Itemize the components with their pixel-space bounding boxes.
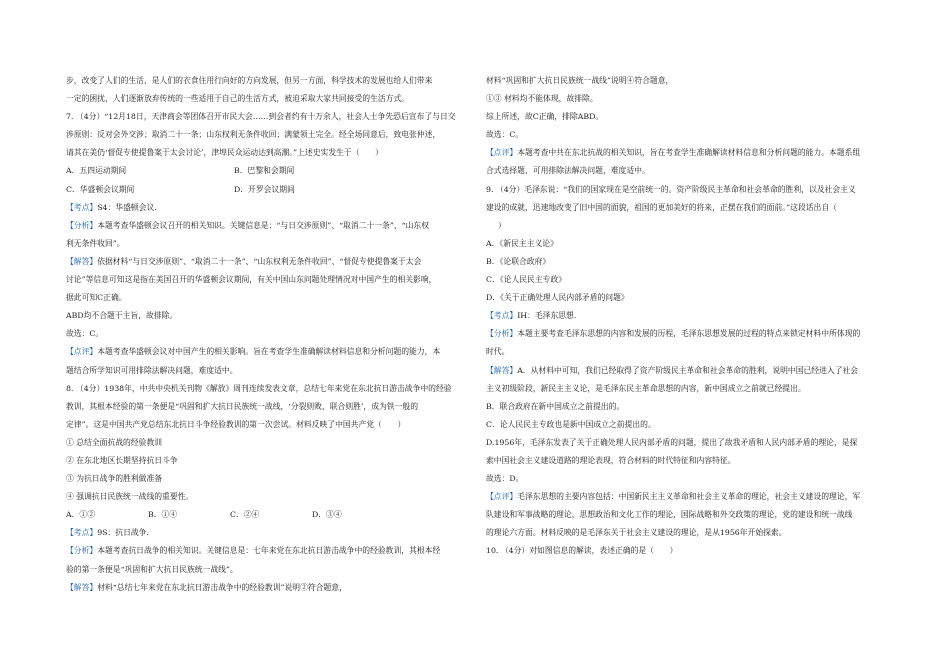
fenxi-tag: 【分析】 [66,546,98,556]
kaodian-tag: 【考点】 [66,528,98,538]
q7-jieda-line: 据此可知C正确。 [66,293,127,303]
q9-jieda: 【解答】A．从材料中可知，我们已经取得了资产阶级民主革命和社会革命的胜利，说明中国已经进入了社会 [486,365,859,375]
q6-tail-line: 步，改变了人们的生活，是人们的衣食住用行向好的方向发展，但另一方面，科学技术的发展也给人们带来 [66,76,433,85]
q7-stem-line: 7. （4分）“12月18日，天津商会等团体召开市民大会……到会者约有十万余人，社会人士争先恐后宣布了与日交 [66,112,456,122]
q8-tail-line: 材料“巩固和扩大抗日民族统一战线”说明④符合题意， [486,76,674,85]
dianping-tag: 【点评】 [486,148,518,158]
q7-option-d: D．开罗会议期间 [234,184,295,194]
q9-jieda-line: 索中国社会主义建设道路的理论表现，符合材料的时代特征和内容特征。 [486,455,736,465]
q8-stem-line: 8. （4分）1938年，中共中央机关刊物《解放》周刊连续发表文章，总结七年来党在东北抗日游击战争中的经验 [66,383,452,393]
fenxi-tag: 【分析】 [486,329,518,339]
q9-fenxi: 【分析】本题主要考查毛泽东思想的内容和发展的历程，毛泽东思想发展的过程的特点来锁定材料中所体现的 [486,329,861,339]
q8-option-a: A．①② [66,510,96,520]
q7-fenxi-line: 利无条件收回”。 [66,238,125,248]
right-column [486,72,891,561]
q9-dianping: 【点评】毛泽东思想的主要内容包括：中国新民主主义革命和社会主义革命的理论，社会主义建设的理论，军 [486,492,861,502]
q7-jieda-line: 故选：C。 [66,329,104,339]
q9-jieda-line: 故选：D。 [486,474,524,484]
q8-kaodian: 【考点】9S：抗日战争． [66,528,155,538]
q9-kaodian: 【考点】IH：毛泽东思想． [486,311,582,321]
jieda-tag: 【解答】 [486,365,518,375]
fenxi-tag: 【分析】 [66,220,98,230]
q9-stem-line: 9. （4分）毛泽东说：“我们的国家现在是空前统一的。资产阶级民主革命和社会革命的胜利，以及社会主义 [486,184,856,194]
jieda-tag: 【解答】 [66,256,98,266]
q8-item: ③ 为抗日战争的胜利做准备 [66,474,163,484]
q7-option-c: C．华盛顿会议期间 [66,184,135,194]
q8-stem-line: 定律”。这是中国共产党总结东北抗日斗争经验教训的第一次尝试。材料反映了中国共产党（ ） [66,419,406,429]
left-column [66,72,471,597]
q7-stem-line: 涉原则：反对会外交涉；取消二十一条；山东权利无条件收回；满蒙领土完全。经全场同意后，致电张仲述， [66,130,441,140]
q8-tail-line: 故选：C。 [486,130,524,140]
q8-item: ① 总结全面抗战的经验教训 [66,437,163,447]
q7-options-row [66,181,471,199]
q7-stem-line: 请其在美仍‘督促专使提鲁案于太会讨论’，津埠民众运动达到高潮。”上述史实发生于（ ） [66,148,383,158]
q8-item: ④ 强调抗日民族统一战线的重要性。 [66,492,194,502]
q7-options-row [66,162,471,180]
q7-jieda-line: ABD均不合题干主旨，故排除。 [66,311,178,321]
q9-jieda-line: 主义初级阶段，新民主主义论，是毛泽东民主革命思想的内容，新中国成立之前就已经提出。 [486,383,806,393]
q9-option-b: B．《论联合政府》 [486,256,551,266]
q7-fenxi: 【分析】本题考查华盛顿会议召开的相关知识。关键信息是：“与日交涉原则”、“取消二十一条”、“山东权 [66,220,429,230]
q6-tail-line: 一定的困扰，人们逐渐放弃传统的一些适用于自己的生活方式，被迫采取大家共同接受的生活方式。 [66,94,410,104]
q8-tail-line: ①③ 材料均不能体现，故排除。 [486,94,598,104]
q7-jieda: 【解答】依据材料“与日交涉原则”、“取消二十一条”、“山东权利无条件收回”、“督促专使提鲁案于太会 [66,256,422,266]
q7-jieda-line: 讨论”等信息可知这是指在美国召开的华盛顿会议期间，有关中国山东问题处理情况对中国产生的相关影响， [66,275,437,285]
q8-item: ② 在东北地区长期坚持抗日斗争 [66,455,178,465]
q7-kaodian: 【考点】S4：华盛顿会议． [66,202,163,212]
q7-option-a: A．五四运动期间 [66,166,127,176]
q9-dianping-line: 的理论六方面。材料反映的是毛泽东关于社会主义建设的理论，是从1956年开始探索。 [486,528,787,538]
q9-stem-line: 建设的成就，迅速地改变了旧中国的面貌，祖国的更加美好的将来，正摆在我们的面前。”这段话出自（ [486,202,837,212]
q7-dianping-line: 题结合所学知识可用排除法解决问题，难度适中。 [66,365,238,375]
q8-option-b: B．①④ [148,510,178,520]
q8-tail-line: 综上所述，故C正确，排除ABD。 [486,112,604,122]
q7-dianping: 【点评】本题考查华盛顿会议对中国产生的相关影响。旨在考查学生准确解读材料信息和分析问题的能力，本 [66,347,441,357]
q8-option-d: D．③④ [312,510,342,520]
q10-stem: 10. （4分）对如图信息的解读，表述正确的是（ ） [486,546,678,556]
q8-stem-line: 教训，其根本经验的第一条便是“巩固和扩大抗日民族统一战线，‘分裂则败，联合则胜’，成为铁一般的 [66,401,419,411]
q8-fenxi: 【分析】本题考查抗日战争的相关知识。关键信息是：七年来党在东北抗日游击战争中的经验教训，其根本经 [66,546,441,556]
q8-dianping-line: 合式选择题，可用排除法解决问题，难度适中。 [486,166,650,176]
q8-fenxi-line: 验的第一条便是“巩固和扩大抗日民族统一战线”。 [66,564,238,574]
dianping-tag: 【点评】 [66,347,98,357]
q8-dianping: 【点评】本题考查中共在东北抗战的相关知识，旨在考查学生准确解读材料信息和分析问题的能力。本题系组 [486,148,861,158]
q9-jieda-line: B．联合政府在新中国成立之前提出的。 [486,401,625,411]
q9-option-a: A．《新民主主义论》 [486,238,558,248]
q9-fenxi-line: 时代。 [486,347,510,357]
kaodian-tag: 【考点】 [486,311,518,321]
q8-option-c: C．②④ [230,510,260,520]
q9-stem-line: ） [498,220,506,230]
q8-jieda: 【解答】材料“总结七年来党在东北抗日游击战争中的经验教训”说明②符合题意， [66,582,347,592]
dianping-tag: 【点评】 [486,492,518,502]
q9-option-d: D．《关于正确处理人民内部矛盾的问题》 [486,293,629,303]
q9-jieda-line: C．论人民民主专政也是新中国成立之前提出的。 [486,419,656,429]
q7-option-b: B．巴黎和会期间 [234,166,295,176]
kaodian-tag: 【考点】 [66,202,98,212]
q9-option-c: C．《论人民民主专政》 [486,275,567,285]
q8-options-row [66,506,471,524]
q9-dianping-line: 队建设和军事战略的理论，思想政治和文化工作的理论，国际战略和外交政策的理论，党的建设和统一战线 [486,510,853,520]
q9-jieda-line: D.1956年，毛泽东发表了关于正确处理人民内部矛盾的问题，提出了敌我矛盾和人民内部矛盾的理论，是探 [486,437,858,447]
jieda-tag: 【解答】 [66,582,98,592]
